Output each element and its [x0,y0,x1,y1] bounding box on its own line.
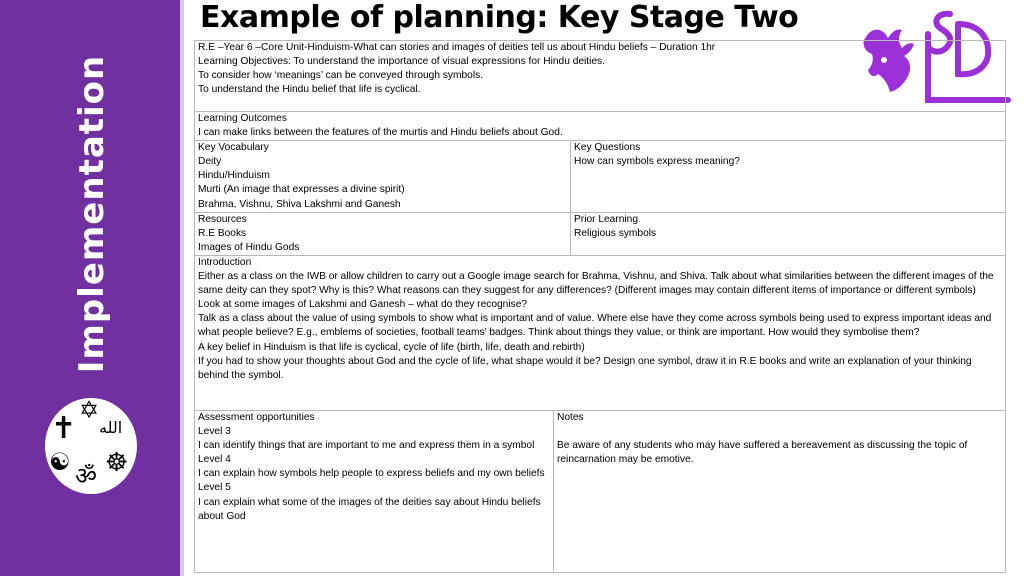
prior-learning-item: Religious symbols [574,227,657,239]
sidebar-divider [180,0,184,576]
notes-heading: Notes [557,411,584,423]
resource-item: Images of Hindu Gods [198,241,300,253]
star-of-david-icon: ✡ [79,396,100,424]
key-questions-heading: Key Questions [574,142,641,154]
resources-heading: Resources [198,213,247,225]
allah-icon: الله [99,418,123,437]
religious-symbols-icon [45,398,137,494]
assessment-statement: I can explain how symbols help people to express beliefs and my own beliefs [198,468,545,480]
notes-text: Be aware of any students who may have suffered a bereavement as discussing the topic of reincarnation may be emotive. [557,440,968,466]
introduction-paragraph: Look at some images of Lakshmi and Ganesh – what do they recognise? [198,299,528,311]
learning-objective: To consider how ‘meanings’ can be conveyed through symbols. [198,70,484,82]
key-vocabulary-cell [195,141,571,212]
vocabulary-item: Deity [198,156,222,168]
dharma-wheel-icon: ☸ [105,448,129,478]
resource-item: R.E Books [198,227,247,239]
learning-objective: Learning Objectives: To understand the importance of visual expressions for Hindu deities. [198,56,605,68]
assessment-cell [195,410,554,572]
key-questions-cell [571,141,1006,212]
introduction-paragraph: A key belief in Hinduism is that life is cyclical, cycle of life (birth, life, death and rebirth) [198,341,585,353]
assessment-statement: I can identify things that are important to me and express them in a symbol [198,440,535,452]
learning-objective: To understand the Hindu belief that life is cyclical. [198,84,421,96]
learning-outcome: I can make links between the features of the murtis and Hindu beliefs about God. [198,127,563,139]
introduction-paragraph: Talk as a class about the value of using symbols to show what is important and of value. Where else have they come across symbols being used to express important ideas and what people believe? E.g., emblems of societies, football teams’ badges. Think about things they value, or think are important. How would they symbolise them? [198,313,992,339]
om-icon: ॐ [75,462,97,490]
assessment-statement: I can explain what some of the images of the deities say about Hindu beliefs about God [198,496,541,522]
key-question: How can symbols express meaning? [574,156,740,168]
vocabulary-item: Murti (An image that expresses a divine spirit) [198,184,405,196]
learning-outcomes-cell [195,112,1006,141]
section-label: Implementation [72,54,112,374]
vocabulary-item: Hindu/Hinduism [198,170,270,182]
prior-learning-heading: Prior Learning [574,213,638,225]
resources-cell [195,212,571,255]
assessment-level: Level 3 [198,426,231,438]
introduction-paragraph: If you had to show your thoughts about God and the cycle of life, what shape would it be? Design one symbol, draw it in R.E books and write an explanation of your thinking behind the symbol. [198,355,972,381]
notes-cell [554,410,1006,572]
vocabulary-item: Brahma, Vishnu, Shiva Lakshmi and Ganesh [198,198,401,210]
cross-icon: ✝ [51,411,77,446]
introduction-heading: Introduction [198,256,252,268]
prior-learning-cell [571,212,1006,255]
logo-letters: SDL [964,64,967,65]
introduction-paragraph: Either as a class on the IWB or allow children to carry out a Google image search for Brahma, Vishnu, and Shiva. Talk about what similarities between the different images of the same deity can they spot? Why is this? What reasons can they suggest for any differences? (Different images may contain different items of importance or different symbols) [198,271,994,297]
learning-outcomes-heading: Learning Outcomes [198,113,287,124]
assessment-heading: Assessment opportunities [198,411,315,423]
assessment-level: Level 4 [198,454,231,466]
unit-title: R.E –Year 6 –Core Unit-Hinduism-What can stories and images of deities tell us about Hindu beliefs – Duration 1hr [198,42,716,53]
planning-table [194,40,1006,573]
yin-yang-icon: ☯ [49,448,71,476]
unit-header-cell [195,41,1006,112]
key-vocabulary-heading: Key Vocabulary [198,142,269,154]
page-title: Example of planning: Key Stage Two [200,0,799,35]
introduction-cell [195,255,1006,410]
assessment-level: Level 5 [198,482,231,494]
